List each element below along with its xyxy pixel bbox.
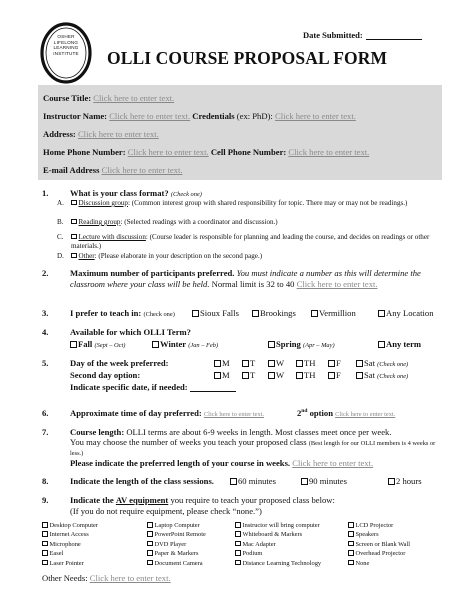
equipment-checkbox[interactable] xyxy=(42,522,98,529)
second-day-m[interactable]: M xyxy=(214,370,230,380)
checkbox[interactable] xyxy=(71,234,77,240)
term-spring[interactable]: Spring (Apr – May) xyxy=(268,339,335,349)
equipment-checkbox[interactable] xyxy=(147,541,186,548)
second-day-w[interactable]: W xyxy=(268,370,284,380)
q7-line3: Please indicate the preferred length of your course in weeks. Click here to enter text. xyxy=(70,458,374,468)
q7-line2: You may choose the number of weeks you teach your proposed class (Best length for our OLLI members is 4 weeks or less.) xyxy=(70,437,436,457)
pref-day-f[interactable]: F xyxy=(328,358,341,368)
checkbox[interactable] xyxy=(348,541,354,547)
session-60[interactable]: 60 minutes xyxy=(230,476,276,486)
location-brookings[interactable]: Brookings xyxy=(252,308,296,318)
page-title: OLLI COURSE PROPOSAL FORM xyxy=(107,48,388,68)
q1-option-c: C. Lecture with discussion: (Course leader is responsible for planning and leading the course, and decides on readings or other materials.) xyxy=(57,233,430,250)
second-day-sat[interactable]: Sat (Check one) xyxy=(356,370,408,380)
term-winter[interactable]: Winter (Jan – Feb) xyxy=(152,339,218,349)
checkbox[interactable] xyxy=(348,531,354,537)
other-needs-row: Other Needs: Click here to enter text. xyxy=(42,573,171,583)
q1-option-d: D. Other: (Please elaborate in your description on the second page.) xyxy=(57,252,263,260)
phone-row: Home Phone Number: Click here to enter text. Cell Phone Number: Click here to enter text. xyxy=(43,147,370,157)
q8-label: Indicate the length of the class sessions. xyxy=(70,476,214,486)
checkbox[interactable] xyxy=(348,550,354,556)
email-row: E-mail Address Click here to enter text. xyxy=(43,165,183,175)
second-day-f[interactable]: F xyxy=(328,370,341,380)
address-row: Address: Click here to enter text. xyxy=(43,129,159,139)
equipment-label: None xyxy=(355,559,370,567)
q1-option-b: B. Reading group: (Selected readings with a coordinator and discussion.) xyxy=(57,218,278,226)
equipment-checkbox[interactable] xyxy=(348,531,379,538)
equipment-label: Whiteboard & Markers xyxy=(242,531,303,539)
q3-number: 3. xyxy=(42,308,49,318)
q8-number: 8. xyxy=(42,476,49,486)
session-2hours[interactable]: 2 hours xyxy=(388,476,422,486)
q9-number: 9. xyxy=(42,495,49,505)
equipment-label: Microphone xyxy=(49,541,81,548)
equipment-checkbox[interactable] xyxy=(42,560,84,567)
address-field[interactable]: Click here to enter text. xyxy=(77,129,159,139)
q2-label: Maximum number of participants preferred. You must indicate a number as this will determine the classroom where your class will be held. Normal limit is 32 to 40 Click here to enter text. xyxy=(70,268,421,289)
checkbox[interactable] xyxy=(71,200,77,206)
equipment-label: Laser Pointer xyxy=(49,559,84,567)
term-fall[interactable]: Fall (Sept – Oct) xyxy=(70,339,125,349)
term-any[interactable]: Any term xyxy=(378,339,421,349)
equipment-checkbox[interactable] xyxy=(348,550,405,557)
pref-day-t[interactable]: T xyxy=(242,358,255,368)
specific-date-field[interactable] xyxy=(190,385,236,392)
q5-number: 5. xyxy=(42,358,49,368)
equipment-checkbox[interactable] xyxy=(235,550,262,557)
equipment-checkbox[interactable] xyxy=(235,541,276,548)
equipment-checkbox[interactable] xyxy=(147,531,206,538)
q6-number: 6. xyxy=(42,408,49,418)
equipment-checkbox[interactable] xyxy=(42,531,89,538)
date-submitted: Date Submitted: xyxy=(303,30,422,40)
checkbox[interactable] xyxy=(235,560,241,566)
equipment-label: Paper & Markers xyxy=(154,550,199,558)
equipment-checkbox[interactable] xyxy=(147,522,200,529)
q5-preferred-label: Day of the week preferred: xyxy=(70,358,169,368)
location-sioux-falls[interactable]: Sioux Falls xyxy=(192,308,239,318)
second-day-t[interactable]: T xyxy=(242,370,255,380)
equipment-checkbox[interactable] xyxy=(348,522,393,529)
q9-line2: (If you do not require equipment, please check “none.”) xyxy=(70,506,262,516)
equipment-label: Internet Access xyxy=(49,531,89,539)
instructor-row: Instructor Name: Click here to enter text. Credentials (ex: PhD): Click here to enter text. xyxy=(43,111,356,121)
pref-day-sat[interactable]: Sat (Check one) xyxy=(356,358,408,368)
q1-label: What is your class format? (Check one) xyxy=(70,188,202,198)
checkbox[interactable] xyxy=(147,541,153,547)
equipment-checkbox[interactable] xyxy=(147,550,199,557)
q1-number: 1. xyxy=(42,188,49,198)
checkbox[interactable] xyxy=(147,560,153,566)
course-length-field[interactable]: Click here to enter text. xyxy=(292,458,374,468)
checkbox[interactable] xyxy=(147,550,153,556)
pref-day-w[interactable]: W xyxy=(268,358,284,368)
checkbox[interactable] xyxy=(71,253,77,259)
equipment-label: Speakers xyxy=(355,531,379,539)
date-field[interactable] xyxy=(366,32,422,40)
checkbox[interactable] xyxy=(147,531,153,537)
equipment-label: Distance Learning Technology xyxy=(242,559,322,567)
equipment-label: PowerPoint Remote xyxy=(154,531,206,539)
q2-number: 2. xyxy=(42,268,49,278)
equipment-label: Instructor will bring computer xyxy=(242,522,320,530)
cell-phone-field[interactable]: Click here to enter text. xyxy=(288,147,370,157)
equipment-checkbox[interactable] xyxy=(235,522,320,529)
q1-option-a: A. Discussion group: (Common interest group with shared responsibility for topic. There may or may not be readings.) xyxy=(57,199,408,207)
checkbox[interactable] xyxy=(71,219,77,225)
location-any[interactable]: Any Location xyxy=(378,308,434,318)
pref-day-m[interactable]: M xyxy=(214,358,230,368)
location-vermillion[interactable]: Vermillion xyxy=(311,308,356,318)
checkbox[interactable] xyxy=(42,531,48,537)
equipment-label: LCD Projector xyxy=(355,522,394,530)
credentials-field[interactable]: Click here to enter text. xyxy=(274,111,356,121)
equipment-checkbox[interactable] xyxy=(147,560,203,567)
q5-second-label: Second day option: xyxy=(70,370,141,380)
equipment-label: Podium xyxy=(242,550,263,558)
equipment-label: Desktop Computer xyxy=(49,522,98,530)
participants-field[interactable]: Click here to enter text. xyxy=(296,279,378,289)
email-field[interactable]: Click here to enter text. xyxy=(101,165,183,175)
checkbox[interactable] xyxy=(348,560,354,566)
logo-text: OSHER LIFELONG LEARNING INSTITUTE xyxy=(53,34,79,56)
checkbox[interactable] xyxy=(42,550,48,556)
other-needs-field[interactable]: Click here to enter text. xyxy=(89,573,171,583)
q7-number: 7. xyxy=(42,427,49,437)
equipment-label: Easel xyxy=(49,550,64,558)
q5-specific-label: Indicate specific date, if needed: xyxy=(70,382,236,392)
equipment-checkbox[interactable] xyxy=(235,531,302,538)
equipment-label: Mac Adapter xyxy=(242,541,276,548)
q6-second-option: 2nd option Click here to enter text. xyxy=(297,408,396,418)
checkbox[interactable] xyxy=(42,541,48,547)
equipment-checkbox[interactable] xyxy=(42,541,81,548)
checkbox[interactable] xyxy=(147,522,153,528)
checkbox[interactable] xyxy=(235,550,241,556)
checkbox[interactable] xyxy=(235,541,241,547)
q7-line1: Course length: OLLI terms are about 6-9 weeks in length. Most classes meet once per week. xyxy=(70,427,392,437)
q4-number: 4. xyxy=(42,327,49,337)
course-title-row: Course Title: Click here to enter text. xyxy=(43,93,175,103)
equipment-label: Screen or Blank Wall xyxy=(355,541,411,548)
equipment-label: DVD Player xyxy=(154,541,187,548)
time-of-day-field[interactable]: Click here to enter text. xyxy=(203,411,265,418)
equipment-checkbox[interactable] xyxy=(348,541,410,548)
equipment-label: Document Camera xyxy=(154,559,203,567)
checkbox[interactable] xyxy=(235,531,241,537)
instructor-field[interactable]: Click here to enter text. xyxy=(109,111,191,121)
time-second-field[interactable]: Click here to enter text. xyxy=(335,411,396,418)
pref-day-th[interactable]: TH xyxy=(296,358,315,368)
contact-info-box xyxy=(38,85,442,180)
checkbox[interactable] xyxy=(42,560,48,566)
equipment-label: Overhead Projector xyxy=(355,550,406,558)
equipment-label: Laptop Computer xyxy=(154,522,200,530)
course-title-field[interactable]: Click here to enter text. xyxy=(93,93,175,103)
equipment-checkbox[interactable] xyxy=(235,560,321,567)
equipment-checkbox[interactable] xyxy=(348,560,369,567)
checkbox[interactable] xyxy=(235,522,241,528)
home-phone-field[interactable]: Click here to enter text. xyxy=(127,147,209,157)
checkbox[interactable] xyxy=(42,522,48,528)
checkbox[interactable] xyxy=(348,522,354,528)
q3-label: I prefer to teach in: (Check one) xyxy=(70,308,175,318)
q9-label: Indicate the AV equipment you require to teach your proposed class below: xyxy=(70,495,335,505)
q6-label: Approximate time of day preferred: Click here to enter text. xyxy=(70,408,265,418)
second-day-th[interactable]: TH xyxy=(296,370,315,380)
equipment-checkbox[interactable] xyxy=(42,550,63,557)
q4-label: Available for which OLLI Term? xyxy=(70,327,191,337)
session-90[interactable]: 90 minutes xyxy=(301,476,347,486)
